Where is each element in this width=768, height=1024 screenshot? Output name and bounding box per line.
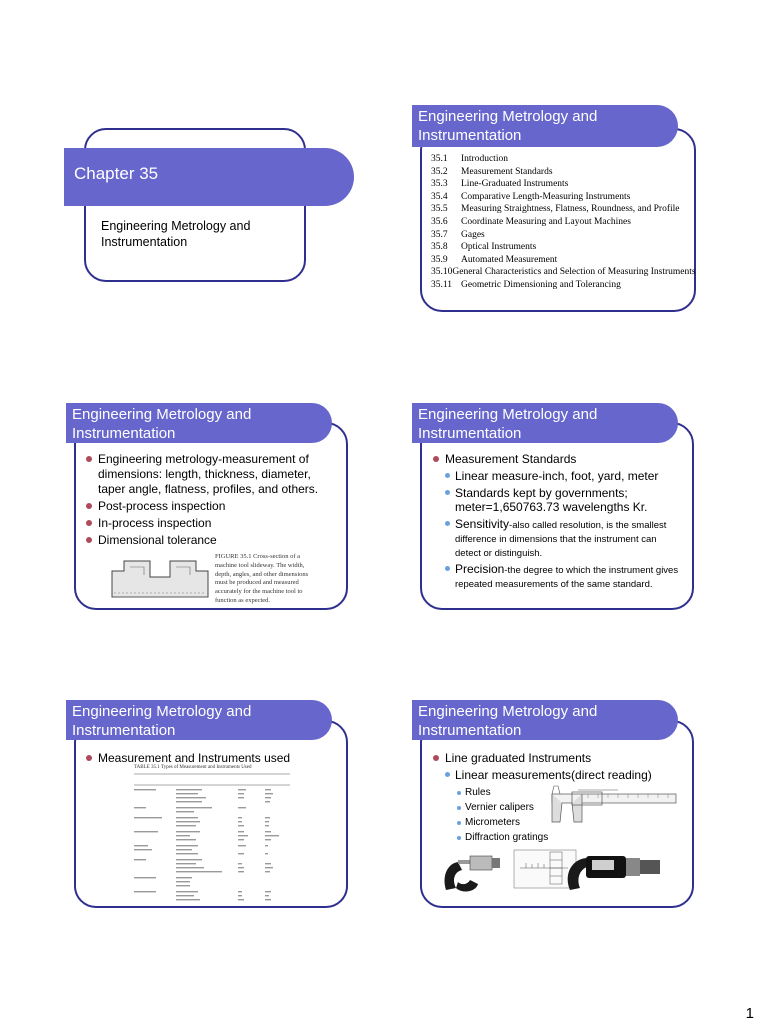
bullet-item: Line graduated Instruments <box>433 751 683 766</box>
toc-number: 35.2 <box>431 166 448 177</box>
toc-title: Comparative Length-Measuring Instruments <box>461 191 631 202</box>
slide-5-title: Engineering Metrology and Instrumentation <box>72 703 252 739</box>
sub-bullet-item: Standards kept by governments; meter=1,650763.73 wavelengths Kr. <box>445 486 683 514</box>
bullet-item: Post-process inspection <box>86 499 336 514</box>
sub-sub-bullet-item: Diffraction gratings <box>457 830 683 845</box>
toc-entry <box>431 241 693 254</box>
slide-3-title: Engineering Metrology and Instrumentation <box>72 406 252 442</box>
page-number: 1 <box>745 1005 754 1022</box>
toc-number: 35.3 <box>431 179 448 190</box>
sub-bullet-item <box>445 517 683 559</box>
slide-4-bullets <box>433 452 683 593</box>
toc-entry <box>431 216 693 229</box>
toc-entry <box>431 279 693 292</box>
slide-1-title-band <box>64 148 354 206</box>
toc-title: General Characteristics and Selection of Measuring Instruments <box>452 267 696 278</box>
slide-1-subtitle: Engineering Metrology and Instrumentation <box>101 219 251 249</box>
sub-bullet-item: Linear measure-inch, foot, yard, meter <box>445 469 683 483</box>
toc-title: Measuring Straightness, Flatness, Roundness, and Profile <box>461 204 680 215</box>
slide-3-bullets <box>86 452 336 550</box>
slide-4-title: Engineering Metrology and Instrumentation <box>418 406 598 442</box>
slide-6-title-band <box>412 700 678 740</box>
slide-3-title-band <box>66 403 332 443</box>
term-precision: Precision <box>455 562 505 576</box>
measurement-table-image <box>120 765 298 905</box>
toc-number: 35.4 <box>431 191 448 202</box>
toc-title: Optical Instruments <box>461 242 537 253</box>
bullet-item: Dimensional tolerance <box>86 533 336 548</box>
slide-2-title-band <box>412 105 678 147</box>
table-scan-graphic <box>120 771 298 903</box>
definition-precision: -the degree to which the instrument gives repeated measurements of the same standard. <box>455 565 679 590</box>
toc-title: Coordinate Measuring and Layout Machines <box>461 216 631 227</box>
definition-sensitivity: -also called resolution, is the smallest difference in dimensions that the instrument can detect or distinguish. <box>455 520 667 559</box>
vernier-caliper-illustration <box>548 784 680 824</box>
toc-number: 35.10 <box>431 267 453 278</box>
slide-5-title-band <box>66 700 332 740</box>
toc-title: Measurement Standards <box>461 166 553 177</box>
sub-sub-bullet-item: Micrometers <box>457 815 683 830</box>
toc-title: Geometric Dimensioning and Tolerancing <box>461 279 621 290</box>
sub-bullet-item <box>445 562 683 590</box>
toc-entry <box>431 203 693 216</box>
toc-title: Automated Measurement <box>461 254 558 265</box>
toc-number: 35.7 <box>431 229 448 240</box>
toc-entry <box>431 266 696 279</box>
toc-title: Gages <box>461 229 485 240</box>
toc-entry <box>431 153 693 166</box>
micrometer-illustrations <box>440 844 678 896</box>
toc-number: 35.6 <box>431 216 448 227</box>
toc-entry <box>431 254 693 267</box>
slideway-cross-section-figure <box>110 553 210 599</box>
toc-entry <box>431 178 693 191</box>
slide-4-title-band <box>412 403 678 443</box>
bullet-item: Engineering metrology-measurement of dimensions: length, thickness, diameter, taper angle, flatness, profiles, and others. <box>86 452 336 497</box>
slide-6-title: Engineering Metrology and Instrumentation <box>418 703 598 739</box>
bullet-item: Measurement Standards <box>433 452 683 467</box>
bullet-item: In-process inspection <box>86 516 336 531</box>
toc-entry <box>431 166 693 179</box>
table-caption: TABLE 35.1 Types of Measurement and Instruments Used <box>134 765 252 770</box>
figure-caption: FIGURE 35.1 Cross-section of a machine tool slideway. The width, depth, angles, and other dimensions must be produced and measured accurately for the machine tool to function as expected. <box>215 553 309 604</box>
toc-number: 35.8 <box>431 242 448 253</box>
sub-sub-bullet-item: Vernier calipers <box>457 800 683 815</box>
toc-title: Line-Graduated Instruments <box>461 179 569 190</box>
sub-bullet-item: Linear measurements(direct reading) <box>445 768 683 782</box>
sub-sub-bullet-item: Rules <box>457 785 683 800</box>
toc-number: 35.9 <box>431 254 448 265</box>
slide-2-title: Engineering Metrology and Instrumentation <box>418 108 598 144</box>
toc-number: 35.11 <box>431 279 453 290</box>
toc-entry <box>431 191 693 204</box>
bullet-item: Measurement and Instruments used <box>86 751 336 766</box>
slide-1-title: Chapter 35 <box>74 164 159 183</box>
table-of-contents <box>431 153 696 292</box>
term-sensitivity: Sensitivity <box>455 517 510 531</box>
toc-title: Introduction <box>461 154 508 164</box>
toc-number: 35.5 <box>431 204 448 215</box>
toc-number: 35.1 <box>431 154 448 164</box>
toc-entry <box>431 229 693 242</box>
